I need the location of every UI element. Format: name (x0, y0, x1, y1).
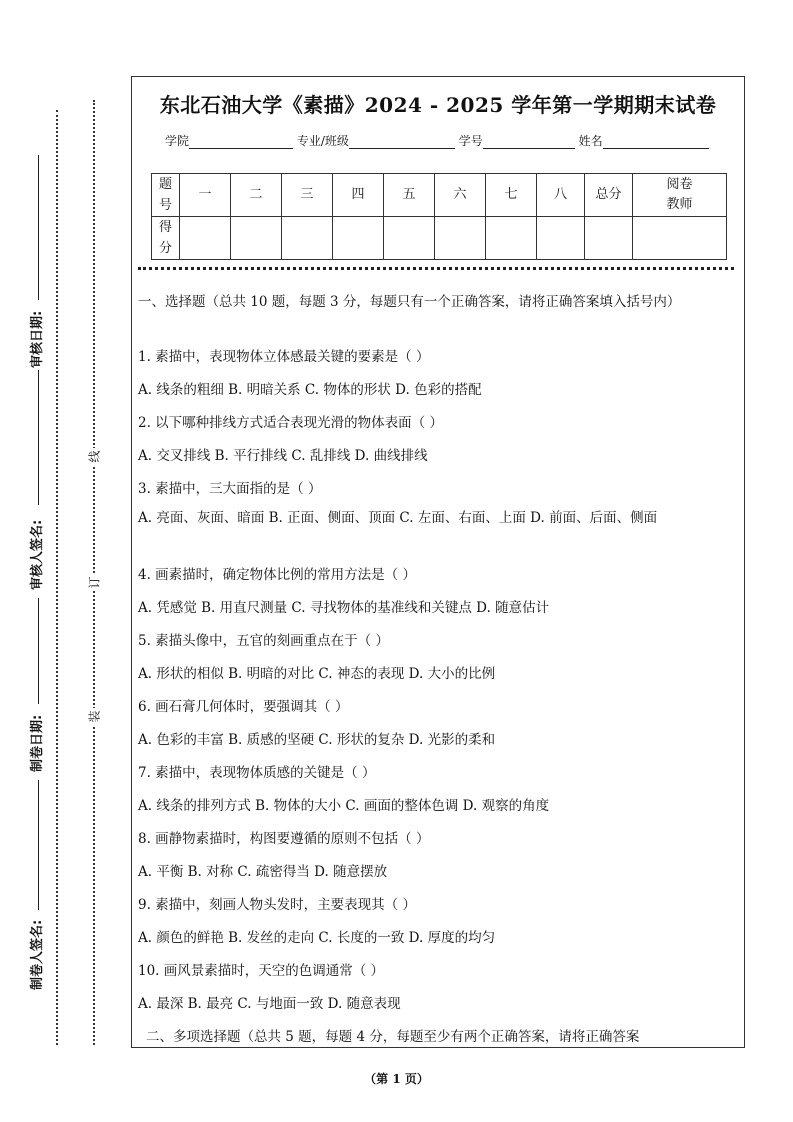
student-id-field[interactable] (483, 134, 575, 149)
maker-signature-label: 制卷人签名: (30, 919, 45, 990)
question-2-options: A. 交叉排线 B. 平行排线 C. 乱排线 D. 曲线排线 (138, 448, 428, 464)
review-date-line (38, 155, 39, 300)
maker-signature-line (38, 780, 39, 910)
make-date-line (38, 598, 39, 704)
question-1-options: A. 线条的粗细 B. 明暗关系 C. 物体的形状 D. 色彩的搭配 (138, 382, 482, 398)
header-label-cell: 题号 (152, 174, 180, 217)
section1-heading: 一、选择题（总共 10 题，每题 3 分，每题只有一个正确答案，请将正确答案填入括号内） (138, 294, 681, 310)
question-10: 10. 画风景素描时，天空的色调通常（ ） (138, 963, 385, 979)
question-5: 5. 素描头像中，五官的刻画重点在于（ ） (138, 633, 389, 649)
bind-char-ding: 订 (87, 574, 101, 591)
col-5: 五 (384, 174, 435, 217)
college-label: 学院 (165, 134, 190, 148)
major-class-label: 专业/班级 (296, 134, 349, 148)
major-class-field[interactable] (349, 134, 455, 149)
col-7: 七 (486, 174, 537, 217)
question-8-options: A. 平衡 B. 对称 C. 疏密得当 D. 随意摆放 (138, 864, 388, 880)
section2-heading: 二、多项选择题（总共 5 题，每题 4 分，每题至少有两个正确答案，请将正确答案 (146, 1029, 640, 1045)
score-cell-4[interactable] (333, 217, 384, 260)
outer-dotted-line (56, 110, 58, 1045)
score-table-score-row (152, 217, 727, 260)
col-2: 二 (231, 174, 282, 217)
question-7-options: A. 线条的排列方式 B. 物体的大小 C. 画面的整体色调 D. 观察的角度 (138, 798, 550, 814)
score-cell-grader[interactable] (633, 217, 727, 260)
review-date-label: 审核日期: (30, 310, 45, 368)
make-date-label: 制卷日期: (30, 714, 45, 772)
question-4-options: A. 凭感觉 B. 用直尺测量 C. 寻找物体的基准线和关键点 D. 随意估计 (138, 600, 550, 616)
question-7: 7. 素描中，表现物体质感的关键是（ ） (138, 765, 376, 781)
reviewer-signature-label: 审核人签名: (30, 519, 45, 590)
score-cell-total[interactable] (585, 217, 633, 260)
question-2: 2. 以下哪种排线方式适合表现光滑的物体表面（ ） (138, 415, 443, 431)
question-10-options: A. 最深 B. 最亮 C. 与地面一致 D. 随意表现 (138, 996, 401, 1012)
question-4: 4. 画素描时，确定物体比例的常用方法是（ ） (138, 567, 416, 583)
question-5-options: A. 形状的相似 B. 明暗的对比 C. 神态的表现 D. 大小的比例 (138, 666, 496, 682)
student-info-row (165, 132, 709, 149)
question-1: 1. 素描中，表现物体立体感最关键的要素是（ ） (138, 349, 430, 365)
score-table-header-row (152, 174, 727, 217)
score-label-cell: 得分 (152, 217, 180, 260)
exam-title: 东北石油大学《素描》2024 - 2025 学年第一学期期末试卷 (159, 93, 717, 117)
col-total: 总分 (585, 174, 633, 217)
col-grader: 阅卷教师 (633, 174, 727, 217)
score-cell-7[interactable] (486, 217, 537, 260)
question-8: 8. 画静物素描时，构图要遵循的原则不包括（ ） (138, 831, 430, 847)
question-9-options: A. 颜色的鲜艳 B. 发丝的走向 C. 长度的一致 D. 厚度的均匀 (138, 930, 496, 946)
student-id-label: 学号 (458, 134, 483, 148)
score-cell-5[interactable] (384, 217, 435, 260)
question-6-options: A. 色彩的丰富 B. 质感的坚硬 C. 形状的复杂 D. 光影的柔和 (138, 732, 496, 748)
bind-char-xian: 线 (87, 448, 101, 465)
score-cell-1[interactable] (180, 217, 231, 260)
score-table (151, 173, 727, 260)
name-field[interactable] (603, 134, 709, 149)
reviewer-signature-line (38, 370, 39, 505)
inner-dotted-line (93, 100, 95, 1045)
bind-char-zhuang: 装 (87, 708, 101, 725)
question-6: 6. 画石膏几何体时，要强调其（ ） (138, 699, 349, 715)
score-cell-6[interactable] (435, 217, 486, 260)
question-3: 3. 素描中，三大面指的是（ ） (138, 481, 322, 497)
page-number: （第 1 页） (364, 1072, 429, 1086)
score-cell-2[interactable] (231, 217, 282, 260)
dotted-separator (138, 267, 734, 270)
question-3-options: A. 亮面、灰面、暗面 B. 正面、侧面、顶面 C. 左面、右面、上面 D. 前面、后面、侧面 (138, 510, 658, 526)
col-4: 四 (333, 174, 384, 217)
name-label: 姓名 (578, 134, 603, 148)
col-6: 六 (435, 174, 486, 217)
col-8: 八 (537, 174, 585, 217)
score-cell-8[interactable] (537, 217, 585, 260)
score-cell-3[interactable] (282, 217, 333, 260)
question-9: 9. 素描中，刻画人物头发时，主要表现其（ ） (138, 897, 416, 913)
col-1: 一 (180, 174, 231, 217)
exam-frame (131, 76, 745, 1048)
college-field[interactable] (189, 134, 293, 149)
col-3: 三 (282, 174, 333, 217)
